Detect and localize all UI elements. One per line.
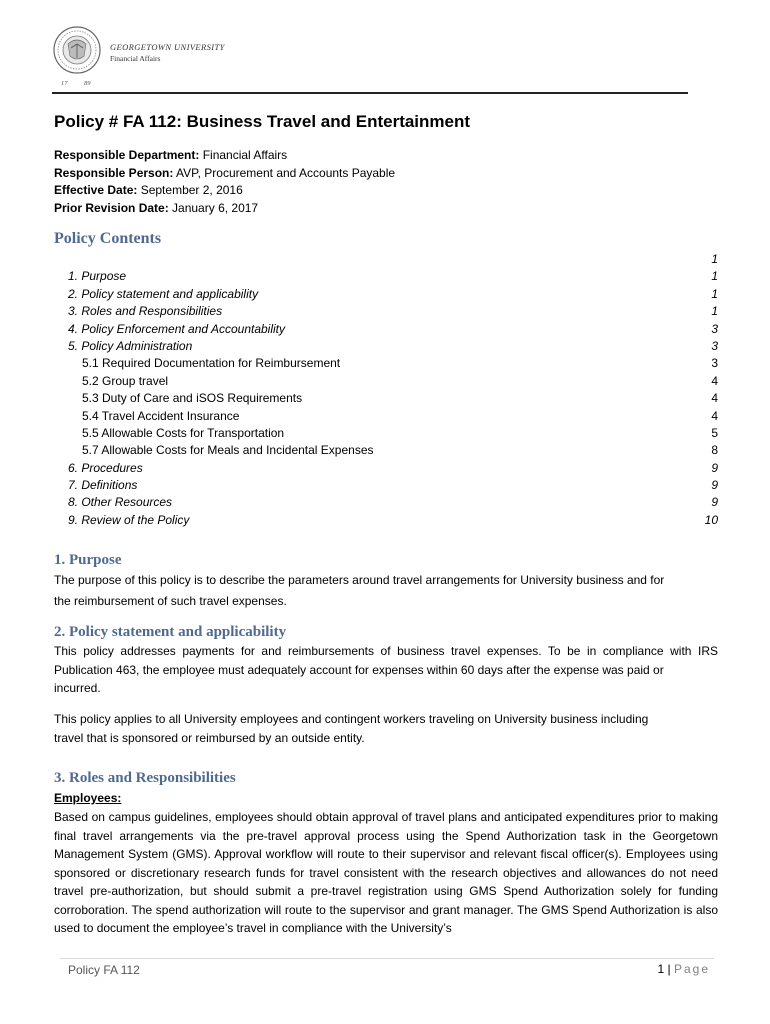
meta-label: Responsible Person: xyxy=(54,165,174,180)
toc-entry[interactable] xyxy=(54,477,718,494)
toc-entry[interactable] xyxy=(54,442,718,459)
toc-entry-label: 9. Review of the Policy xyxy=(68,512,190,527)
toc-entry[interactable] xyxy=(54,390,718,407)
statement-paragraph-1-body: This policy addresses payments for and reimbursements of business travel expenses. To be in compliance with IRS Publication 463, the employee must adequately account for expenses within 60 days after the expense was paid or xyxy=(54,644,718,677)
statement-paragraph-2-line-1: This policy applies to all University employees and contingent workers traveling on University business including xyxy=(54,712,649,726)
toc-entry-label: 1. Purpose xyxy=(68,269,127,284)
toc-entry-label: 5.2 Group travel xyxy=(82,373,169,388)
toc-entry-page: 1 xyxy=(711,269,718,284)
employees-label-colon: : xyxy=(117,791,122,805)
purpose-line-1: The purpose of this policy is to describe the parameters around travel arrangements for University business and for xyxy=(54,573,665,587)
toc-entry-page: 9 xyxy=(711,495,718,510)
policy-meta xyxy=(54,147,395,217)
meta-label: Responsible Department: xyxy=(54,148,200,162)
statement-paragraph-1-last: incurred. xyxy=(54,681,101,695)
employees-label xyxy=(54,791,121,805)
toc-entry[interactable] xyxy=(54,338,718,355)
toc-entry-label: 3. Roles and Responsibilities xyxy=(68,304,223,319)
meta-row xyxy=(54,182,395,200)
toc-entry-label: 5. Policy Administration xyxy=(68,338,193,353)
meta-value: September 2, 2016 xyxy=(137,183,243,197)
meta-row xyxy=(54,147,395,165)
toc-entry-page: 3 xyxy=(711,321,718,336)
toc-entry[interactable] xyxy=(54,460,718,477)
toc-entry[interactable] xyxy=(54,321,718,338)
header-divider xyxy=(52,92,688,94)
toc-entry-page: 9 xyxy=(711,460,718,475)
toc-entry-label: 7. Definitions xyxy=(68,478,138,493)
page-word: Page xyxy=(673,962,710,976)
meta-row xyxy=(54,165,395,183)
toc-entry-page: 3 xyxy=(711,338,718,353)
letterhead xyxy=(52,22,688,94)
toc-entry-label: 5.5 Allowable Costs for Transportation xyxy=(82,425,285,440)
toc-entry[interactable] xyxy=(54,268,718,285)
purpose-heading: 1. Purpose xyxy=(54,552,122,568)
statement-paragraph-2 xyxy=(54,710,718,747)
meta-row xyxy=(54,200,395,218)
toc-entry-page: 4 xyxy=(711,408,718,423)
toc-entry-page: 4 xyxy=(711,391,718,406)
seal-year-left: 17 xyxy=(61,80,68,87)
statement-heading: 2. Policy statement and applicability xyxy=(54,624,287,640)
toc-entry-label: 5.4 Travel Accident Insurance xyxy=(82,408,240,423)
page-separator: | xyxy=(664,962,674,976)
toc-entry-page: 3 xyxy=(711,356,718,371)
seal-year-right: 89 xyxy=(84,80,91,87)
university-seal-icon xyxy=(52,22,102,90)
toc-entry-page: 1 xyxy=(711,304,718,319)
meta-value: AVP, Procurement and Accounts Payable xyxy=(173,165,396,180)
toc-entry-page: 9 xyxy=(711,478,718,493)
toc-entry[interactable] xyxy=(54,251,718,268)
toc-entry-page: 5 xyxy=(711,425,718,440)
footer-page-indicator xyxy=(657,962,710,976)
table-of-contents xyxy=(54,251,718,529)
toc-entry[interactable] xyxy=(54,373,718,390)
letterhead-brand xyxy=(110,42,225,63)
footer-divider xyxy=(60,958,714,959)
department-name: Financial Affairs xyxy=(110,54,161,63)
meta-value: Financial Affairs xyxy=(199,148,288,162)
meta-label: Effective Date: xyxy=(54,183,138,197)
toc-entry[interactable] xyxy=(54,286,718,303)
toc-entry[interactable] xyxy=(54,408,718,425)
toc-entry[interactable] xyxy=(54,303,718,320)
toc-entry[interactable] xyxy=(54,355,718,372)
toc-entry-label: 2. Policy statement and applicability xyxy=(68,286,259,301)
toc-entry-label: 5.3 Duty of Care and iSOS Requirements xyxy=(82,391,303,406)
toc-entry[interactable] xyxy=(54,512,718,529)
employees-label-text: Employees xyxy=(54,791,118,805)
toc-entry-page: 10 xyxy=(704,512,718,527)
contents-heading: Policy Contents xyxy=(54,230,162,247)
toc-entry-label: 4. Policy Enforcement and Accountability xyxy=(68,321,286,336)
roles-heading: 3. Roles and Responsibilities xyxy=(54,770,236,786)
meta-value: January 6, 2017 xyxy=(168,200,259,215)
toc-entry-label: 6. Procedures xyxy=(68,460,143,475)
toc-entry-page: 4 xyxy=(711,373,718,388)
page-title: Policy # FA 112: Business Travel and Entertainment xyxy=(54,112,471,131)
toc-entry-label: 5.1 Required Documentation for Reimbursement xyxy=(82,356,341,371)
statement-paragraph-1 xyxy=(54,642,718,698)
toc-entry-label: 5.7 Allowable Costs for Meals and Incidental Expenses xyxy=(82,443,374,458)
footer-policy-id: Policy FA 112 xyxy=(68,963,140,977)
meta-label: Prior Revision Date: xyxy=(54,200,169,215)
toc-entry[interactable] xyxy=(54,425,718,442)
purpose-line-2: the reimbursement of such travel expenses. xyxy=(54,594,287,608)
toc-entry-page: 1 xyxy=(711,286,718,301)
university-name: GEORGETOWN UNIVERSITY xyxy=(110,42,225,52)
toc-entry-label: 8. Other Resources xyxy=(68,495,173,510)
statement-paragraph-2-line-2: travel that is sponsored or reimbursed by an outside entity. xyxy=(54,730,365,745)
toc-entry-page: 8 xyxy=(711,443,718,458)
purpose-text xyxy=(54,570,718,612)
roles-paragraph: Based on campus guidelines, employees should obtain approval of travel plans and anticipated expenditures prior to making final travel arrangements via the pre-travel approval process using the Spend Authorization task in the Georgetown Management System (GMS). Approval workflow will route to their supervisor and relevant fiscal officer(s). Employees using sponsored or discretionary research funds for travel consistent with the research objectives and allowances do not need travel pre-authorization, but should submit a pre-travel registration using GMS Spend Authorization solely for funding corroboration. The spend authorization will route to the supervisor and grant manager. The GMS Spend Authorization is also used to document the employee’s travel in compliance with the University’s xyxy=(54,810,718,935)
page-number: 1 xyxy=(657,962,665,976)
toc-entry[interactable] xyxy=(54,494,718,511)
toc-entry-page: 1 xyxy=(711,252,718,266)
